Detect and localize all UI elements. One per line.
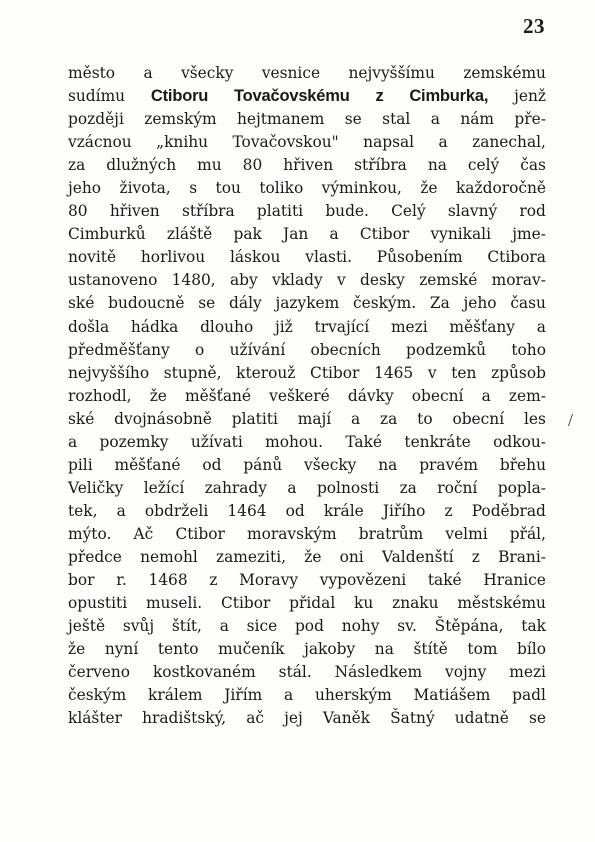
word: roční xyxy=(437,478,478,497)
word: mezi xyxy=(390,317,428,336)
word: všecky xyxy=(181,64,234,82)
word: budoucně xyxy=(108,294,185,313)
word: nemohl xyxy=(140,547,198,566)
word: s xyxy=(189,179,198,198)
text-line xyxy=(68,62,546,85)
word: Ctibora xyxy=(487,248,546,267)
text-line xyxy=(68,615,546,638)
word: Jan xyxy=(283,225,309,244)
word: za xyxy=(68,156,86,175)
word: mučeník xyxy=(218,640,285,659)
text-line xyxy=(68,362,546,385)
text-line xyxy=(68,408,546,431)
word: sudímu xyxy=(68,87,126,106)
word: obdrželi xyxy=(144,501,209,520)
word: jazykem xyxy=(275,294,340,313)
word: času xyxy=(510,294,546,313)
word: mýto. xyxy=(68,524,112,543)
word: láskou xyxy=(229,248,281,267)
word: a xyxy=(536,317,546,336)
word: jakoby xyxy=(304,640,356,659)
word: králem xyxy=(148,686,203,705)
word: břehu xyxy=(499,455,546,474)
word: zahrady xyxy=(204,478,267,497)
text-line xyxy=(68,131,546,154)
word: obecní xyxy=(411,386,464,405)
word: jeho xyxy=(463,294,497,313)
text-line xyxy=(68,500,546,523)
word: bor xyxy=(68,571,95,590)
word: českým xyxy=(68,686,127,705)
word: aby xyxy=(230,271,258,290)
text-line xyxy=(68,431,546,454)
word: vlasti. xyxy=(305,248,352,267)
word: a xyxy=(68,432,78,451)
word: přál, xyxy=(509,524,546,543)
text-line xyxy=(68,385,546,408)
text-line xyxy=(68,592,546,615)
word: tek, xyxy=(68,501,98,520)
word: se xyxy=(198,294,216,313)
word: Působením xyxy=(376,248,463,267)
word: vzácnou xyxy=(68,133,132,152)
word: nejvyššímu xyxy=(348,64,435,82)
word: Ctibor xyxy=(221,594,271,613)
text-line xyxy=(68,223,546,246)
word: jej xyxy=(284,709,303,728)
word: čas xyxy=(520,156,546,175)
word: za xyxy=(399,478,417,497)
word: vesnice xyxy=(261,64,321,82)
word: došla xyxy=(68,317,110,336)
word: a xyxy=(116,501,126,520)
word: nyní xyxy=(104,640,139,659)
word: Hranice xyxy=(483,571,546,590)
word: 1464 xyxy=(227,501,267,520)
word: a xyxy=(481,386,491,405)
word: že xyxy=(304,547,322,566)
text-line xyxy=(68,200,546,223)
word: zláště xyxy=(166,225,213,244)
word: hřiven xyxy=(283,156,334,175)
word: tom xyxy=(467,640,498,659)
word: mají xyxy=(297,409,332,428)
word: na xyxy=(427,156,447,175)
word: tento xyxy=(157,640,199,659)
word: padl xyxy=(512,686,546,705)
word: obecní xyxy=(452,409,505,428)
word: zanechal, xyxy=(472,133,546,152)
word: pili xyxy=(68,455,93,474)
word: Jiřího xyxy=(382,501,426,520)
word: pravém xyxy=(419,455,478,474)
word: uherským xyxy=(314,686,392,705)
word: svůj xyxy=(122,617,155,636)
word: výminkou, xyxy=(321,179,402,198)
word: stál. xyxy=(278,663,312,682)
emphasized-word: z xyxy=(375,87,384,106)
word: užívání xyxy=(229,340,286,359)
word: Matiášem xyxy=(413,686,491,705)
word: dvojnásobně xyxy=(114,409,212,428)
word: tenkráte xyxy=(404,432,471,451)
word: z xyxy=(209,571,218,590)
word: pánů xyxy=(243,455,283,474)
word: kostkovaném xyxy=(152,663,256,682)
word: ač xyxy=(246,709,265,728)
word: sv. xyxy=(397,617,417,636)
word: bratrům xyxy=(358,524,424,543)
word: vklady xyxy=(272,271,323,290)
word: se xyxy=(344,110,362,129)
word: město xyxy=(68,64,116,82)
word: hřiven xyxy=(109,202,160,221)
word: platiti xyxy=(231,409,278,428)
word: Valdenští xyxy=(381,547,454,566)
text-line xyxy=(68,523,546,546)
word: bude. xyxy=(325,202,369,221)
word: Cimburků xyxy=(68,225,146,244)
word: Brani- xyxy=(498,547,546,566)
word: na xyxy=(378,455,398,474)
word: v xyxy=(427,363,437,382)
word: hádka xyxy=(130,317,179,336)
word: štítě xyxy=(413,640,448,659)
word: na xyxy=(374,640,394,659)
text-line xyxy=(68,108,546,131)
word: 80 xyxy=(242,156,263,175)
emphasized-word: Tovačovskému xyxy=(234,87,350,106)
text-line xyxy=(68,316,546,339)
emphasized-word: Ctiboru xyxy=(150,87,209,106)
word: a xyxy=(329,225,339,244)
text-line xyxy=(68,546,546,569)
word: pozemky xyxy=(99,432,169,451)
word: ku xyxy=(354,594,374,613)
word: morav- xyxy=(491,271,546,290)
word: zem- xyxy=(508,386,546,405)
word: o xyxy=(195,340,205,359)
word: novitě xyxy=(68,248,117,267)
word: napsal xyxy=(363,133,415,152)
word: pak xyxy=(233,225,262,244)
word: již xyxy=(274,317,293,336)
word: znaku xyxy=(392,594,439,613)
word: užívati xyxy=(190,432,243,451)
word: velmi xyxy=(445,524,488,543)
word: také xyxy=(427,571,462,590)
word: českým. xyxy=(352,294,417,313)
word: rod xyxy=(519,202,546,221)
word: moravským xyxy=(246,524,337,543)
word: obecních xyxy=(310,340,381,359)
word: Za xyxy=(429,294,450,313)
word: opustiti xyxy=(68,594,128,613)
word: Ctibor xyxy=(310,363,360,382)
word: museli. xyxy=(145,594,203,613)
word: červeno xyxy=(68,663,131,682)
word: Tovačovskou" xyxy=(232,133,339,152)
word: odkou- xyxy=(493,432,546,451)
word: všecky xyxy=(304,455,357,474)
word: později xyxy=(68,110,124,129)
word: způsob xyxy=(491,363,546,382)
word: toliko xyxy=(259,179,304,198)
text-line xyxy=(68,339,546,362)
word: platiti xyxy=(256,202,304,221)
word: tak xyxy=(521,617,546,636)
word: Také xyxy=(345,432,383,451)
word: od xyxy=(285,501,305,520)
word: stříbra xyxy=(354,156,407,175)
word: Veličky xyxy=(68,478,124,497)
word: se xyxy=(528,709,546,728)
word: že xyxy=(149,386,167,405)
word: a xyxy=(219,617,229,636)
text-line xyxy=(68,707,546,730)
word: Ctibor xyxy=(175,524,225,543)
word: od xyxy=(202,455,222,474)
page-number: 23 xyxy=(523,14,545,38)
word: ské xyxy=(68,409,95,428)
word: dlužných xyxy=(106,156,177,175)
text-line xyxy=(68,246,546,269)
word: jme- xyxy=(512,225,546,244)
word: Vaněk xyxy=(322,709,371,728)
word: z xyxy=(444,501,453,520)
word: a xyxy=(143,64,153,82)
word: trvající xyxy=(314,317,370,336)
text-line xyxy=(68,569,546,592)
text-line xyxy=(68,684,546,707)
word: „knihu xyxy=(156,133,209,152)
word: udatně xyxy=(454,709,509,728)
word: 1465 xyxy=(374,363,414,382)
word: toho xyxy=(511,340,546,359)
word: 1468 xyxy=(148,571,188,590)
word: Moravy xyxy=(239,571,299,590)
body-text xyxy=(68,62,546,730)
word: že xyxy=(68,640,86,659)
word: stal xyxy=(382,110,411,129)
word: za xyxy=(380,409,398,428)
word: Ctibor xyxy=(359,225,410,244)
word: pod xyxy=(294,617,324,636)
word: Ač xyxy=(133,524,154,543)
word: vynikali xyxy=(430,225,492,244)
word: 80 xyxy=(68,202,88,221)
text-line xyxy=(68,292,546,315)
word: ležící xyxy=(143,478,185,497)
word: les xyxy=(523,409,546,428)
word: Štěpána, xyxy=(434,617,504,636)
word: polnosti xyxy=(316,478,380,497)
word: popla- xyxy=(497,478,546,497)
word: dlouho xyxy=(200,317,254,336)
word: ještě xyxy=(68,617,106,636)
word: zameziti, xyxy=(216,547,287,566)
word: městskému xyxy=(457,594,546,613)
word: vypovězeni xyxy=(319,571,407,590)
word: života, xyxy=(119,179,171,198)
word: stupně, xyxy=(163,363,222,382)
word: měšťané xyxy=(185,386,252,405)
margin-annotation: / xyxy=(567,410,573,430)
word: kterouž xyxy=(236,363,296,382)
word: mezi xyxy=(509,663,546,682)
word: Celý xyxy=(391,202,426,221)
word: horlivou xyxy=(140,248,206,267)
word: Poděbrad xyxy=(471,501,546,520)
word: zemské xyxy=(419,271,478,290)
word: mu xyxy=(197,156,222,175)
word: zemskému xyxy=(463,64,546,82)
word: oni xyxy=(339,547,364,566)
word: štít, xyxy=(171,617,202,636)
word: Jiřím xyxy=(224,686,263,705)
text-line xyxy=(68,454,546,477)
word: celý xyxy=(467,156,500,175)
text-line xyxy=(68,269,546,292)
word: předměšťany xyxy=(68,340,170,359)
text-line xyxy=(68,154,546,177)
word: a xyxy=(351,409,361,428)
word: 1480, xyxy=(171,271,216,290)
word: desky xyxy=(360,271,405,290)
word: jenž xyxy=(514,87,546,106)
word: tou xyxy=(215,179,241,198)
word: podzemků xyxy=(406,340,487,359)
word: hejtmanem xyxy=(237,110,325,129)
word: nám xyxy=(460,110,495,129)
word: Šatný xyxy=(390,709,435,728)
word: zemským xyxy=(144,110,217,129)
word: předce xyxy=(68,547,122,566)
word: mohou. xyxy=(265,432,323,451)
word: hradištský, xyxy=(142,709,227,728)
word: dávky xyxy=(347,386,394,405)
word: sice xyxy=(246,617,278,636)
text-line xyxy=(68,85,546,108)
text-line xyxy=(68,177,546,200)
word: veškeré xyxy=(269,386,330,405)
word: to xyxy=(417,409,433,428)
word: a xyxy=(438,133,448,152)
word: měšťany xyxy=(449,317,515,336)
word: slavný xyxy=(447,202,498,221)
word: stříbra xyxy=(181,202,235,221)
word: Následkem xyxy=(334,663,423,682)
word: ustanoveno xyxy=(68,271,158,290)
word: měšťané xyxy=(114,455,181,474)
word: vojny xyxy=(445,663,487,682)
word: dály xyxy=(229,294,262,313)
word: nejvyššího xyxy=(68,363,150,382)
word: r. xyxy=(116,571,127,590)
text-line xyxy=(68,477,546,500)
word: v xyxy=(337,271,346,290)
word: klášter xyxy=(68,709,122,728)
word: a xyxy=(430,110,440,129)
word: z xyxy=(471,547,480,566)
word: bílo xyxy=(517,640,546,659)
word: pře- xyxy=(514,110,546,129)
word: krále xyxy=(323,501,364,520)
word: jeho xyxy=(68,179,102,198)
emphasized-word: Cimburka, xyxy=(409,87,489,106)
word: ské xyxy=(68,294,95,313)
word: že xyxy=(420,179,438,198)
word: nohy xyxy=(341,617,380,636)
text-line xyxy=(68,661,546,684)
word: každoročně xyxy=(455,179,546,198)
text-line xyxy=(68,638,546,661)
word: ten xyxy=(451,363,477,382)
word: a xyxy=(284,686,294,705)
word: rozhodl, xyxy=(68,386,132,405)
word: přidal xyxy=(289,594,336,613)
word: a xyxy=(287,478,297,497)
